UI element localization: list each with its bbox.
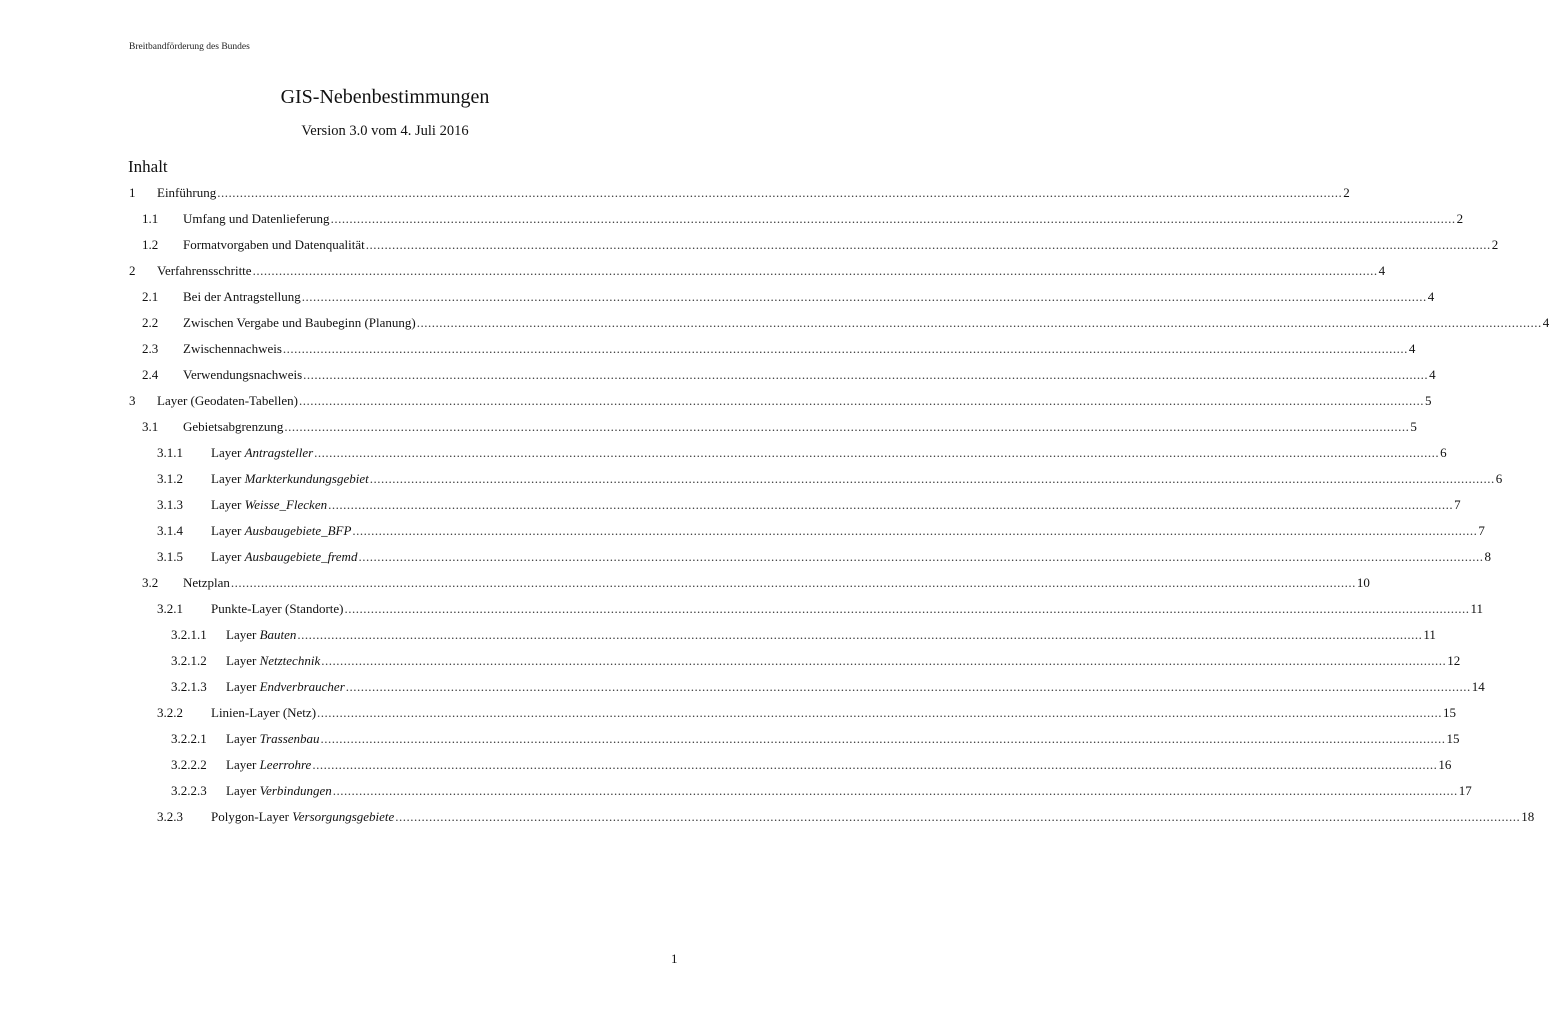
toc-entry[interactable] bbox=[142, 310, 1549, 336]
toc-entry-title-text: Layer bbox=[226, 783, 260, 798]
toc-entry-page: 2 bbox=[1456, 211, 1464, 226]
toc-entry-page: 6 bbox=[1495, 471, 1503, 486]
toc-entry-number: 3.2.1.2 bbox=[171, 653, 207, 668]
toc-entry-title-text: Layer bbox=[226, 627, 260, 642]
toc-entry-page: 18 bbox=[1521, 809, 1535, 824]
toc-entry-page: 16 bbox=[1438, 757, 1452, 772]
toc-entry-leader-dots: ............................................................................................................................................................................................................................................................................................................ bbox=[230, 575, 1356, 590]
toc-entry-page: 4 bbox=[1542, 315, 1549, 330]
toc-entry-number: 2 bbox=[129, 263, 136, 278]
toc-entry-title-italic: Leerrohre bbox=[259, 757, 312, 772]
toc-entry-number: 3 bbox=[129, 393, 136, 408]
toc-entry-leader-dots: ............................................................................................................................................................................................................................................................................................................ bbox=[303, 367, 1429, 382]
toc-entry-page: 7 bbox=[1454, 497, 1461, 512]
toc-entry-leader-dots: ............................................................................................................................................................................................................................................................................................................ bbox=[284, 419, 1410, 434]
toc-entry-title-text: Formatvorgaben und Datenqualität bbox=[183, 237, 365, 252]
toc-entry-leader-dots: ............................................................................................................................................................................................................................................................................................................ bbox=[321, 653, 1447, 668]
toc-entry[interactable] bbox=[142, 232, 1499, 258]
toc-entry-title-italic: Trassenbau bbox=[259, 731, 320, 746]
toc-entry-title-text: Verfahrensschritte bbox=[157, 263, 252, 278]
toc-entry[interactable] bbox=[157, 492, 1461, 518]
toc-entry-title-text: Punkte-Layer (Standorte) bbox=[211, 601, 344, 616]
toc-entry-page: 2 bbox=[1491, 237, 1499, 252]
toc-entry-title-italic: Verbindungen bbox=[259, 783, 332, 798]
toc-entry-title-text: Bei der Antragstellung bbox=[183, 289, 301, 304]
toc-entry-title-italic: Ausbaugebiete_BFP bbox=[244, 523, 352, 538]
toc-entry-title bbox=[211, 601, 343, 617]
toc-entry-number: 3.2.2.3 bbox=[171, 783, 207, 798]
toc-entry-page: 2 bbox=[1343, 185, 1350, 200]
toc-entry[interactable] bbox=[157, 596, 1484, 622]
toc-entry-title bbox=[226, 757, 311, 773]
toc-entry-page: 4 bbox=[1427, 289, 1435, 304]
toc-entry-number: 2.4 bbox=[142, 367, 159, 382]
toc-entry-leader-dots: ............................................................................................................................................................................................................................................................................................................ bbox=[328, 497, 1454, 512]
toc-entry-leader-dots: ............................................................................................................................................................................................................................................................................................................ bbox=[312, 757, 1438, 772]
toc-entry-leader-dots: ............................................................................................................................................................................................................................................................................................................ bbox=[416, 315, 1542, 330]
toc-entry-number: 3.1.5 bbox=[157, 549, 183, 564]
toc-entry-number: 1.1 bbox=[142, 211, 159, 226]
toc-entry[interactable] bbox=[171, 752, 1452, 778]
toc-entry-number: 3.2.2.1 bbox=[171, 731, 207, 746]
toc-entry-page: 12 bbox=[1447, 653, 1461, 668]
toc-entry-title-text: Linien-Layer (Netz) bbox=[211, 705, 317, 720]
toc-entry-title-text: Layer bbox=[211, 523, 245, 538]
toc-entry-title bbox=[183, 341, 282, 357]
toc-entry-title bbox=[226, 627, 296, 643]
toc-entry-title bbox=[157, 393, 298, 409]
toc-entry-title-text: Layer bbox=[211, 549, 245, 564]
toc-entry-title-text: Polygon-Layer bbox=[211, 809, 293, 824]
toc-entry-number: 2.1 bbox=[142, 289, 159, 304]
toc-entry-page: 4 bbox=[1378, 263, 1386, 278]
toc-entry[interactable] bbox=[157, 804, 1535, 830]
toc-entry-leader-dots: ............................................................................................................................................................................................................................................................................................................ bbox=[252, 263, 1378, 278]
toc-entry[interactable] bbox=[171, 674, 1485, 700]
toc-entry-page: 5 bbox=[1424, 393, 1432, 408]
toc-entry-leader-dots: ............................................................................................................................................................................................................................................................................................................ bbox=[369, 471, 1495, 486]
toc-entry[interactable] bbox=[129, 388, 1432, 414]
toc-entry-title-italic: Ausbaugebiete_fremd bbox=[244, 549, 358, 564]
toc-entry-title bbox=[226, 783, 332, 799]
toc-entry-title bbox=[183, 237, 365, 253]
toc-entry[interactable] bbox=[157, 466, 1503, 492]
toc-entry-number: 3.1.3 bbox=[157, 497, 183, 512]
toc-entry-title bbox=[211, 497, 327, 513]
toc-entry-page: 4 bbox=[1429, 367, 1436, 382]
toc-entry-number: 1 bbox=[129, 185, 136, 200]
toc-entry-title bbox=[183, 315, 416, 331]
toc-entry-leader-dots: ............................................................................................................................................................................................................................................................................................................ bbox=[345, 679, 1471, 694]
toc-entry-title-text: Einführung bbox=[157, 185, 217, 200]
toc-entry-leader-dots: ............................................................................................................................................................................................................................................................................................................ bbox=[320, 731, 1446, 746]
toc-entry-title-italic: Bauten bbox=[259, 627, 297, 642]
toc-entry-title bbox=[226, 731, 320, 747]
toc-heading: Inhalt bbox=[128, 157, 168, 176]
toc-entry-title bbox=[226, 653, 320, 669]
toc-entry-title bbox=[226, 679, 345, 695]
toc-entry-title-italic: Versorgungsgebiete bbox=[292, 809, 395, 824]
toc-entry-number: 3.2.2.2 bbox=[171, 757, 207, 772]
toc-entry-title bbox=[211, 523, 351, 539]
toc-entry-title-text: Layer bbox=[226, 757, 260, 772]
toc-entry-number: 3.2 bbox=[142, 575, 159, 590]
toc-entry[interactable] bbox=[142, 284, 1435, 310]
toc-entry-number: 3.1.1 bbox=[157, 445, 183, 460]
document-title: GIS-Nebenbestimmungen bbox=[280, 86, 490, 108]
toc-entry-title-text: Layer bbox=[211, 497, 245, 512]
toc-entry-page: 5 bbox=[1410, 419, 1417, 434]
toc-entry-leader-dots: ............................................................................................................................................................................................................................................................................................................ bbox=[344, 601, 1470, 616]
toc-entry-page: 17 bbox=[1458, 783, 1472, 798]
toc-entry[interactable] bbox=[142, 414, 1417, 440]
toc-entry-page: 15 bbox=[1443, 705, 1457, 720]
toc-entry[interactable] bbox=[157, 700, 1457, 726]
toc-entry[interactable] bbox=[129, 258, 1386, 284]
toc-entry-number: 3.1.4 bbox=[157, 523, 183, 538]
toc-entry-leader-dots: ............................................................................................................................................................................................................................................................................................................ bbox=[358, 549, 1484, 564]
toc-entry-leader-dots: ............................................................................................................................................................................................................................................................................................................ bbox=[282, 341, 1408, 356]
toc-entry[interactable] bbox=[142, 362, 1436, 388]
toc-entry-number: 3.2.1.1 bbox=[171, 627, 207, 642]
toc-entry-leader-dots: ............................................................................................................................................................................................................................................................................................................ bbox=[352, 523, 1478, 538]
toc-entry-leader-dots: ............................................................................................................................................................................................................................................................................................................ bbox=[332, 783, 1458, 798]
toc-entry-number: 2.2 bbox=[142, 315, 159, 330]
toc-entry-page: 14 bbox=[1471, 679, 1485, 694]
toc-entry-title bbox=[211, 809, 394, 825]
toc-entry-number: 3.2.2 bbox=[157, 705, 183, 720]
toc-entry-title-italic: Endverbraucher bbox=[259, 679, 345, 694]
toc-entry[interactable] bbox=[129, 180, 1350, 206]
toc-entry-title bbox=[211, 445, 313, 461]
toc-entry-title-text: Gebietsabgrenzung bbox=[183, 419, 284, 434]
toc-entry-leader-dots: ............................................................................................................................................................................................................................................................................................................ bbox=[314, 445, 1440, 460]
toc-entry-title-italic: Netztechnik bbox=[259, 653, 321, 668]
toc-entry-page: 8 bbox=[1484, 549, 1491, 564]
toc-entry-page: 4 bbox=[1408, 341, 1416, 356]
toc-entry-title-text: Layer bbox=[226, 653, 260, 668]
toc-entry-number: 3.2.1 bbox=[157, 601, 183, 616]
toc-entry-title bbox=[183, 367, 302, 383]
toc-entry-title-italic: Antragsteller bbox=[244, 445, 314, 460]
toc-entry-title-text: Layer (Geodaten-Tabellen) bbox=[157, 393, 298, 408]
toc-entry[interactable] bbox=[157, 440, 1447, 466]
toc-entry[interactable] bbox=[142, 570, 1370, 596]
toc-entry[interactable] bbox=[171, 778, 1472, 804]
toc-entry[interactable] bbox=[142, 206, 1464, 232]
toc-entry-number: 3.2.3 bbox=[157, 809, 183, 824]
toc-entry[interactable] bbox=[157, 544, 1491, 570]
toc-entry-number: 3.2.1.3 bbox=[171, 679, 207, 694]
toc-entry-leader-dots: ............................................................................................................................................................................................................................................................................................................ bbox=[217, 185, 1343, 200]
toc-entry-number: 1.2 bbox=[142, 237, 159, 252]
toc-entry-title bbox=[157, 185, 216, 201]
toc-entry-title bbox=[211, 549, 357, 565]
toc-entry-leader-dots: ............................................................................................................................................................................................................................................................................................................ bbox=[317, 705, 1443, 720]
toc-entry-title-text: Layer bbox=[211, 471, 245, 486]
toc-entry-page: 6 bbox=[1440, 445, 1447, 460]
toc-entry[interactable] bbox=[171, 622, 1436, 648]
toc-entry-page: 10 bbox=[1356, 575, 1370, 590]
toc-entry[interactable] bbox=[142, 336, 1416, 362]
toc-entry-title-text: Layer bbox=[226, 679, 260, 694]
toc-entry-title bbox=[183, 289, 301, 305]
toc-entry-title-text: Zwischen Vergabe und Baubeginn (Planung) bbox=[183, 315, 416, 330]
toc-entry-leader-dots: ............................................................................................................................................................................................................................................................................................................ bbox=[365, 237, 1491, 252]
toc-entry-page: 15 bbox=[1446, 731, 1460, 746]
toc-entry-number: 3.1.2 bbox=[157, 471, 183, 486]
toc-entry-title bbox=[211, 705, 316, 721]
toc-entry-number: 3.1 bbox=[142, 419, 159, 434]
toc-entry-page: 11 bbox=[1470, 601, 1484, 616]
toc-entry-leader-dots: ............................................................................................................................................................................................................................................................................................................ bbox=[297, 627, 1423, 642]
document-subtitle: Version 3.0 vom 4. Juli 2016 bbox=[301, 123, 469, 139]
page-number: 1 bbox=[671, 951, 678, 966]
toc-entry-title-text: Verwendungsnachweis bbox=[183, 367, 303, 382]
toc-entry[interactable] bbox=[157, 518, 1485, 544]
toc-entry-leader-dots: ............................................................................................................................................................................................................................................................................................................ bbox=[298, 393, 1424, 408]
toc-entry-leader-dots: ............................................................................................................................................................................................................................................................................................................ bbox=[301, 289, 1427, 304]
toc-entry[interactable] bbox=[171, 726, 1460, 752]
toc-entry-title-text: Netzplan bbox=[183, 575, 230, 590]
toc-entry[interactable] bbox=[171, 648, 1461, 674]
running-header: Breitbandförderung des Bundes bbox=[129, 42, 250, 52]
toc-entry-title bbox=[183, 575, 230, 591]
toc-entry-title bbox=[157, 263, 252, 279]
toc-entry-title bbox=[183, 419, 283, 435]
toc-entry-title bbox=[183, 211, 330, 227]
toc-entry-title-text: Zwischennachweis bbox=[183, 341, 282, 356]
toc-entry-leader-dots: ............................................................................................................................................................................................................................................................................................................ bbox=[330, 211, 1456, 226]
toc-entry-number: 2.3 bbox=[142, 341, 159, 356]
toc-entry-title-italic: Markterkundungsgebiet bbox=[244, 471, 369, 486]
toc-entry-title-italic: Weisse_Flecken bbox=[244, 497, 328, 512]
toc-entry-title-text: Layer bbox=[211, 445, 245, 460]
toc-entry-title-text: Umfang und Datenlieferung bbox=[183, 211, 330, 226]
toc-entry-page: 7 bbox=[1478, 523, 1485, 538]
toc-entry-title-text: Layer bbox=[226, 731, 260, 746]
toc-entry-title bbox=[211, 471, 369, 487]
toc-entry-leader-dots: ............................................................................................................................................................................................................................................................................................................ bbox=[395, 809, 1521, 824]
toc-entry-page: 11 bbox=[1423, 627, 1436, 642]
